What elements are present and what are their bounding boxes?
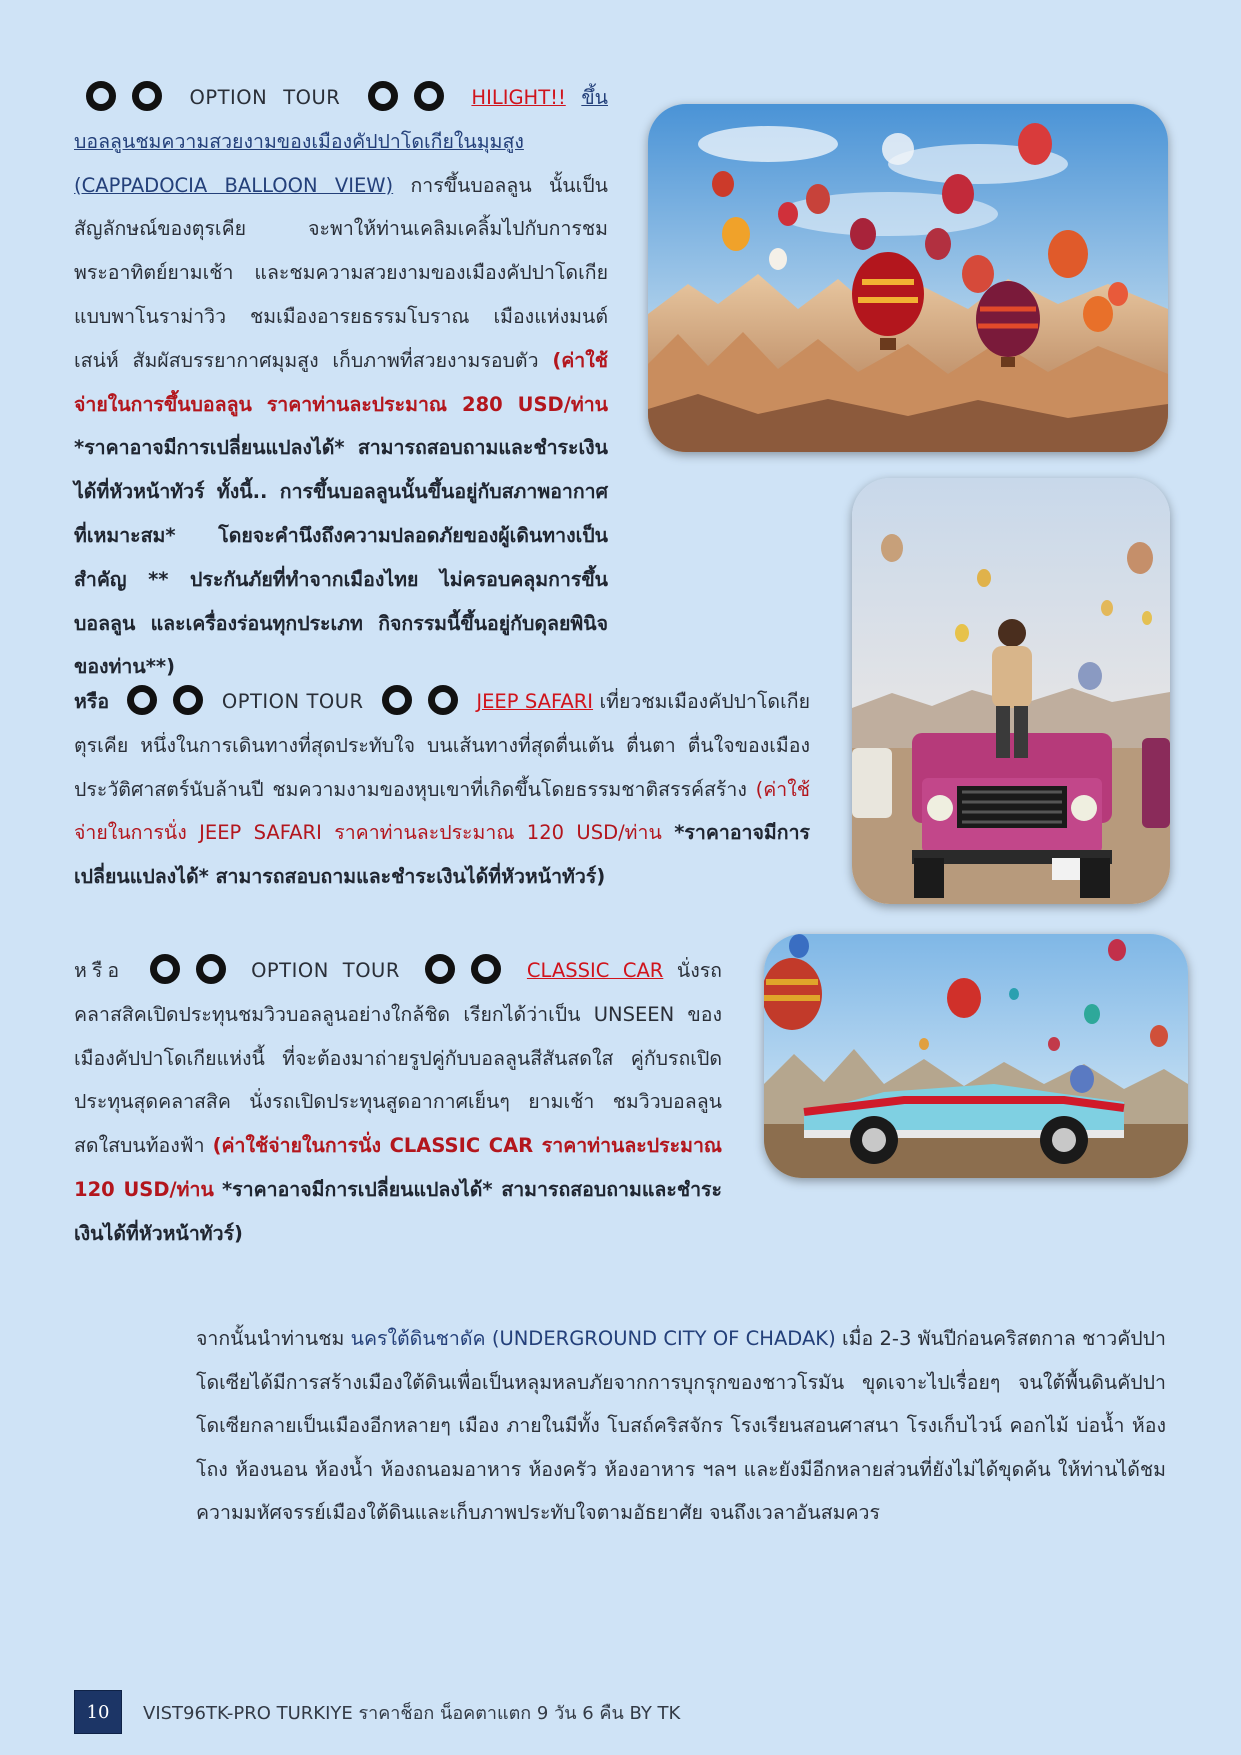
underground-description: เมื่อ 2-3 พันปีก่อนคริสตกาล ชาวคัปปาโดเซียได้มีการสร้างเมืองใต้ดินเพื่อเป็นหลุมหลบภัยจากการบุกรุกของชาวโรมัน ขุดเจาะไปเรื่อยๆ จนใต้พื้นดินคัปปาโดเซียกลายเป็นเมืองอีกหลายๆ เมือง ภายในมีทั้ง โบสถ์คริสจักร โรงเรียนสอนศาสนา โรงเก็บไวน์ คอกไม้ บ่อน้ำ ห้อง โถง ห้องนอน ห้องน้ำ ห้องถนอมอาหาร ห้องครัว ห้องอาหาร ฯลฯ และยังมีอีกหลายส่วนที่ยังไม่ได้ขุดค้น ให้ท่านได้ชมความมหัศจรรย์เมืองใต้ดินและเก็บภาพประทับใจตามอัธยาศัย จนถึงเวลาอันสมควร bbox=[196, 1327, 1166, 1525]
ring-icon bbox=[127, 685, 157, 715]
underground-paragraph bbox=[196, 1317, 1166, 1535]
jeep-description: เที่ยวชมเมืองคัปปาโดเกีย ตุรเคีย หนึ่งในการเดินทางที่สุดประทับใจ บนเส้นทางที่สุดตื่นเต้น ตื่นตา ตื่นใจของเมืองประวัติศาสตร์นับล้านปี ชมความงามของหุบเขาที่เกิดขึ้นโดยธรรมชาติสรรค์สร้าง bbox=[74, 690, 810, 801]
ring-icon bbox=[471, 954, 501, 984]
balloon-option-paragraph bbox=[74, 76, 608, 689]
balloon-note: *ราคาอาจมีการเปลี่ยนแปลงได้* สามารถสอบถามและชำระเงินได้ที่หัวหน้าทัวร์ ทั้งนี้.. การขึ้นบอลลูนนั้นขึ้นอยู่กับสภาพอากาศที่เหมาะสม* โดยจะคำนึงถึงความปลอดภัยของผู้เดินทางเป็นสำคัญ ** ประกันภัยที่ทำจากเมืองไทย ไม่ครอบคลุมการขึ้นบอลลูน และเครื่องร่อนทุกประเภท กิจกรรมนี้ขึ้นอยู่กับดุลยพินิจของท่าน**) bbox=[74, 436, 608, 679]
classic-title: CLASSIC CAR bbox=[526, 959, 664, 982]
footer-text: VIST96TK-PRO TURKIYE ราคาช็อก น็อคตาแตก 9 วัน 6 คืน BY TK bbox=[143, 1703, 681, 1724]
ring-icon bbox=[368, 81, 398, 111]
ring-icon bbox=[428, 685, 458, 715]
page-number: 10 bbox=[74, 1690, 122, 1734]
option-tour-label: OPTION TOUR bbox=[251, 959, 400, 982]
balloon-price: (ค่าใช้จ่ายในการขึ้นบอลลูน ราคาท่านละประมาณ 280 USD/ท่าน bbox=[74, 348, 608, 416]
ring-icon bbox=[86, 81, 116, 111]
or-label: หรือ bbox=[74, 959, 125, 982]
ring-icon bbox=[132, 81, 162, 111]
ring-icons-left bbox=[119, 680, 211, 724]
balloon-title: ขึ้นบอลลูนชมความสวยงามของเมืองคัปปาโดเกียในมุมสูง (CAPPADOCIA BALLOON VIEW) bbox=[74, 86, 608, 197]
ring-icon bbox=[382, 685, 412, 715]
balloon-description: การขึ้นบอลลูน นั้นเป็นสัญลักษณ์ของตุรเคีย จะพาให้ท่านเคลิมเคลิ้มไปกับการชมพระอาทิตย์ยามเช้า และชมความสวยงามของเมืองคัปปาโดเกีย แบบพาโนราม่าวิว ชมเมืองอารยธรรมโบราณ เมืองแห่งมนต์เสน่ห์ สัมผัสบรรยากาศมุมสูง เก็บภาพที่สวยงามรอบตัว bbox=[74, 173, 608, 372]
balloons-photo bbox=[648, 104, 1168, 452]
underground-title: นครใต้ดินชาดัค (UNDERGROUND CITY OF CHADAK) bbox=[350, 1327, 836, 1350]
classic-price: (ค่าใช้จ่ายในการนั่ง CLASSIC CAR ราคาท่านละประมาณ 120 USD/ท่าน bbox=[74, 1134, 722, 1201]
jeep-note: *ราคาอาจมีการเปลี่ยนแปลงได้* สามารถสอบถามและชำระเงินได้ที่หัวหน้าทัวร์) bbox=[74, 821, 810, 889]
ring-icon bbox=[414, 81, 444, 111]
ring-icon bbox=[150, 954, 180, 984]
hilight-label: HILIGHT!! bbox=[471, 86, 566, 109]
or-label: หรือ bbox=[74, 690, 110, 713]
option-tour-label: OPTION TOUR bbox=[189, 86, 341, 109]
classic-note: *ราคาอาจมีการเปลี่ยนแปลงได้* สามารถสอบถามและชำระเงินได้ที่หัวหน้าทัวร์) bbox=[74, 1177, 722, 1245]
ring-icon bbox=[173, 685, 203, 715]
ring-icons-right bbox=[417, 949, 509, 993]
classic-car-photo bbox=[764, 934, 1188, 1178]
ring-icon bbox=[425, 954, 455, 984]
jeep-price: (ค่าใช้จ่ายในการนั่ง JEEP SAFARI ราคาท่านละประมาณ 120 USD/ท่าน bbox=[74, 777, 810, 845]
classic-description: นั่งรถคลาสสิคเปิดประทุนชมวิวบอลลูนอย่างใกล้ชิด เรียกได้ว่าเป็น UNSEEN ของเมืองคัปปาโดเกียแห่งนี้ ที่จะต้องมาถ่ายรูปคู่กับบอลลูนสีสันสดใส คู่กับรถเปิดประทุนสุดคลาสสิค นั่งรถเปิดประทุนสูดอากาศเย็นๆ ยามเช้า ชมวิวบอลลูนสดใสบนท้องฟ้า bbox=[74, 959, 722, 1158]
jeep-photo bbox=[852, 478, 1170, 904]
ring-icons-right bbox=[374, 680, 466, 724]
ring-icons-right bbox=[360, 76, 452, 120]
ring-icon bbox=[196, 954, 226, 984]
jeep-title: JEEP SAFARI bbox=[476, 690, 594, 713]
ring-icons-left bbox=[78, 76, 170, 120]
classic-option-paragraph bbox=[74, 949, 722, 1256]
underground-intro: จากนั้นนำท่านชม bbox=[196, 1327, 345, 1350]
option-tour-label: OPTION TOUR bbox=[221, 690, 364, 713]
ring-icons-left bbox=[142, 949, 234, 993]
jeep-option-paragraph bbox=[74, 680, 810, 899]
